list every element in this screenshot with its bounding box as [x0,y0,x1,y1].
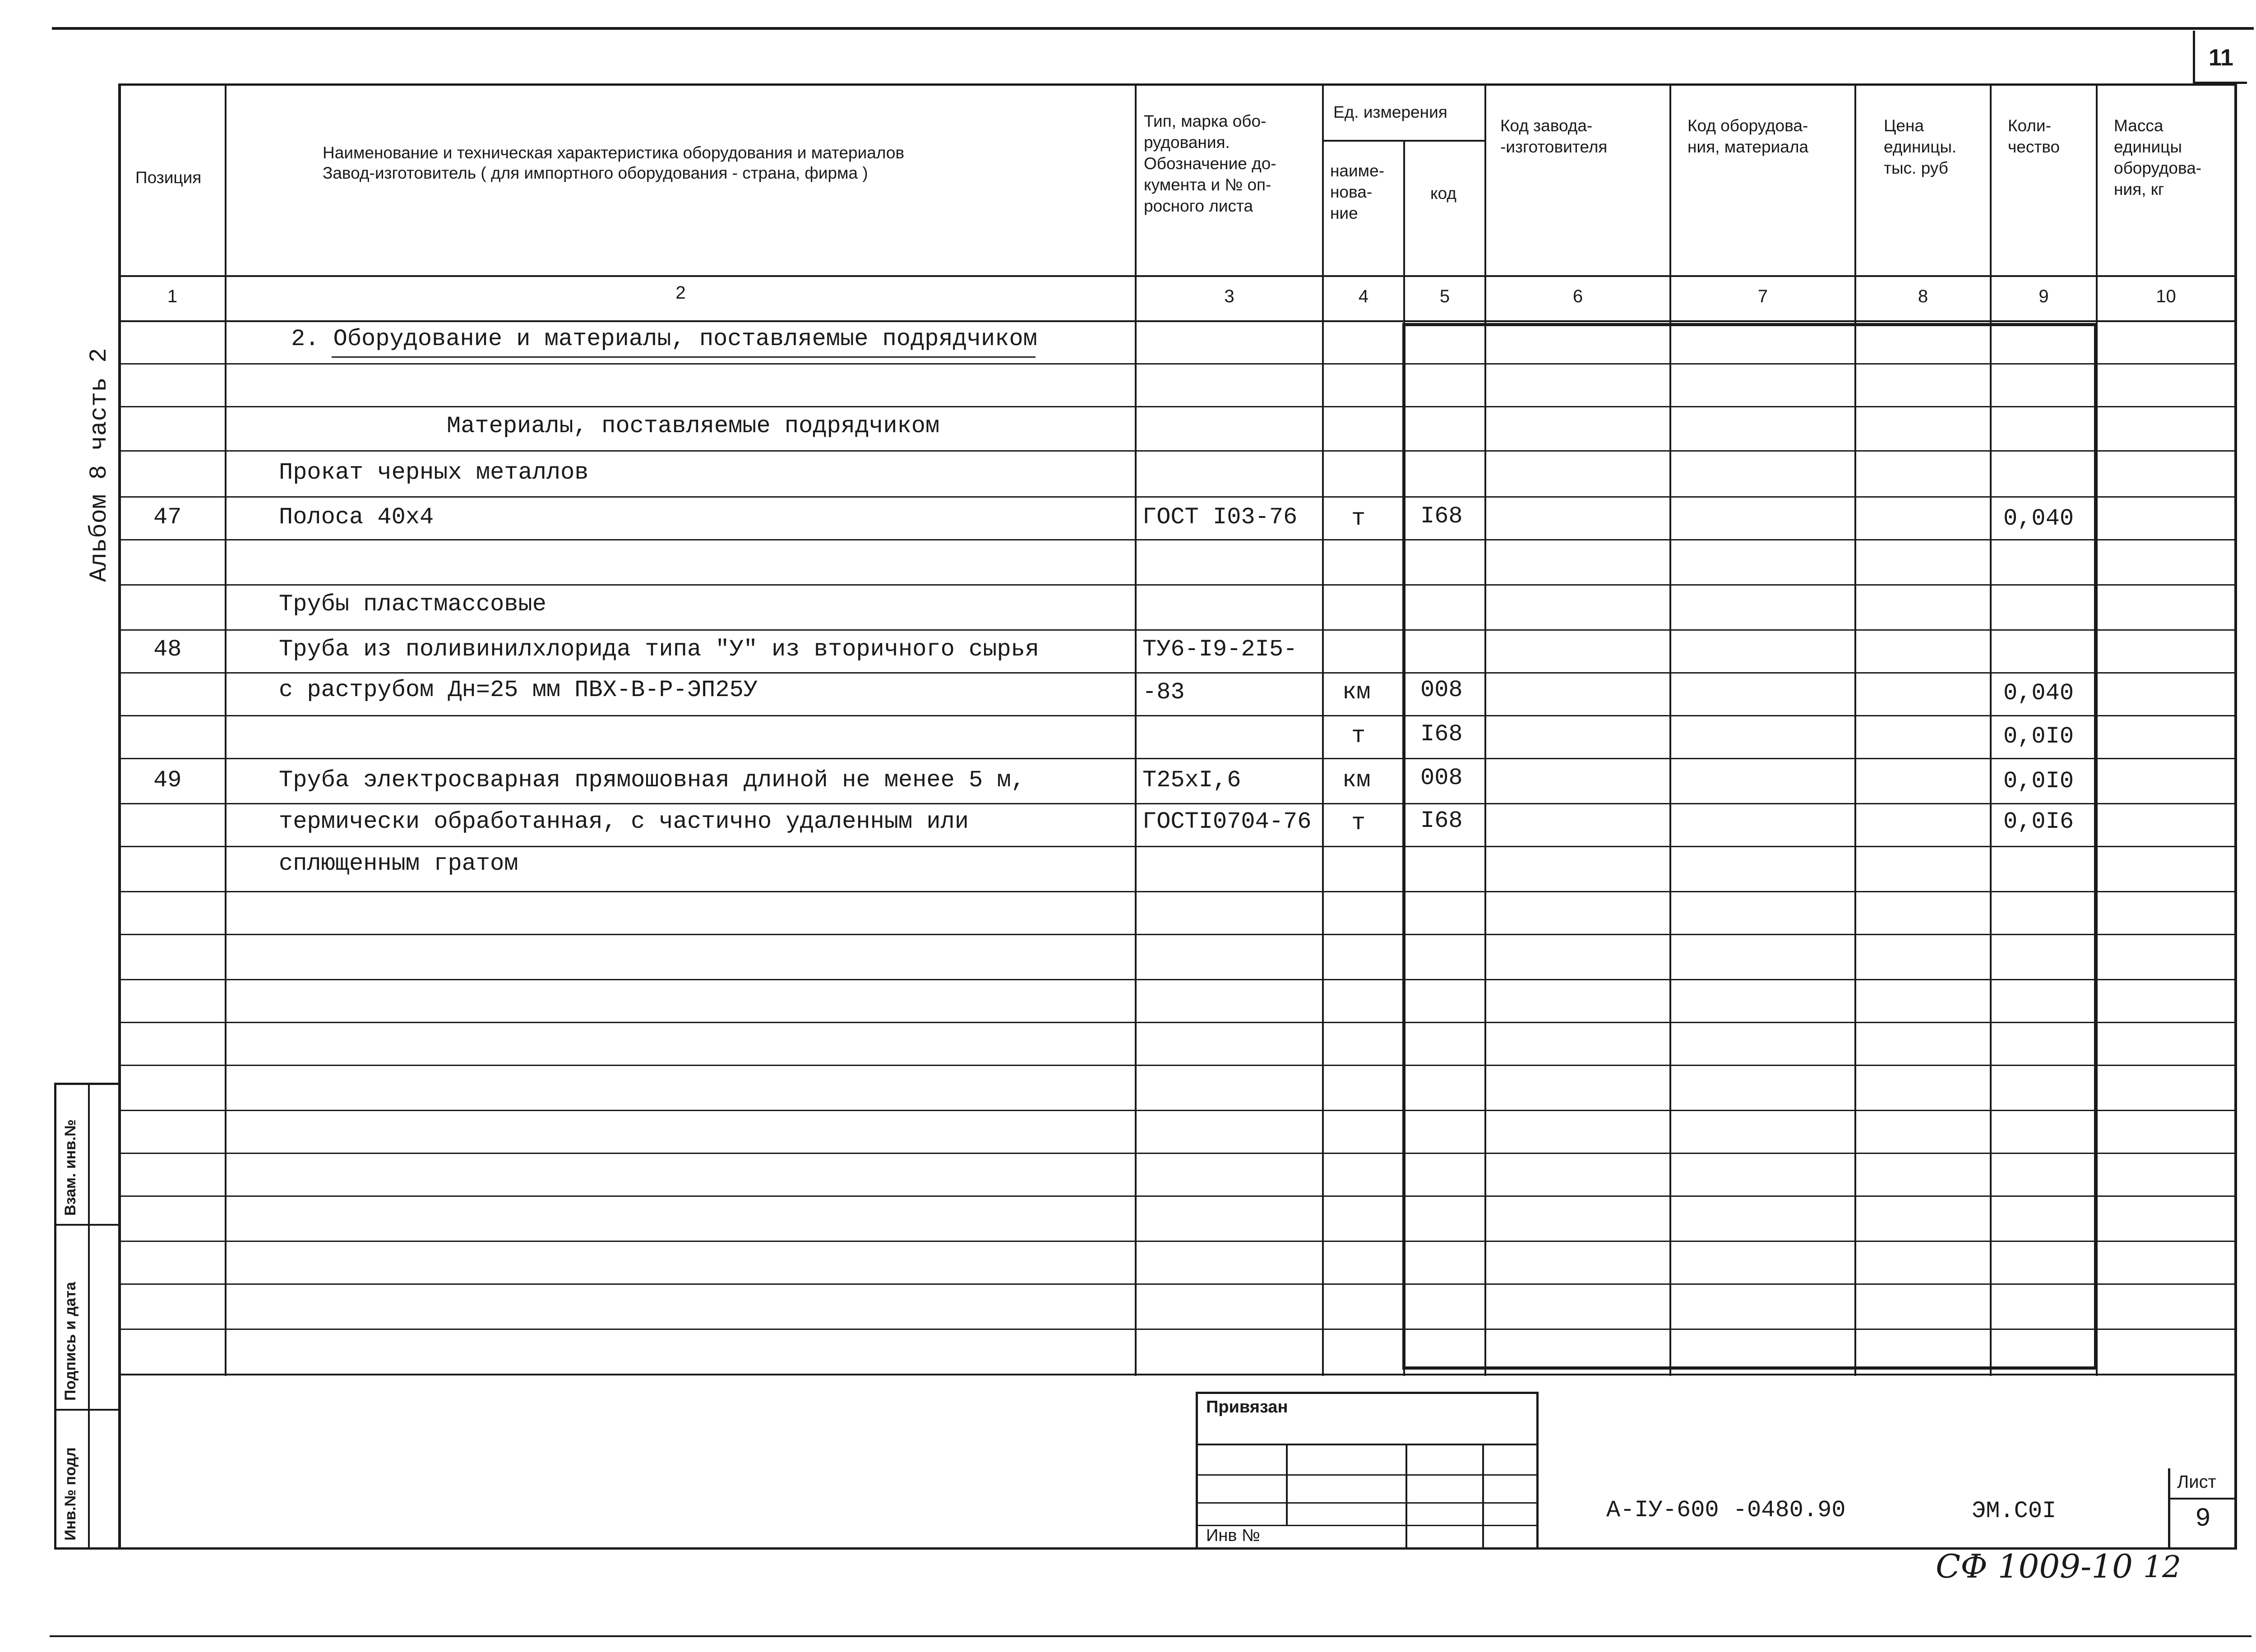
row-49c-name: сплющенным гратом [279,850,518,877]
stamp-h1 [1198,1444,1536,1445]
top-border-line [52,27,2254,30]
inv-label: Инв № [1206,1526,1260,1545]
row-line [118,758,2237,759]
row-48c-code: I68 [1420,721,1463,748]
header-price-l2: единицы. [1884,138,1957,156]
stamp-v2 [1405,1444,1407,1550]
row-line [118,1195,2237,1197]
table-top-line [118,83,2237,86]
row-line [118,1153,2237,1154]
stamp-signature-date: Подпись и дата [62,1282,79,1401]
stamp-replaces-inv: Взам. инв.№ [62,1119,79,1216]
row-line [118,891,2237,892]
row-line [118,1329,2237,1330]
row-48b-unit: км [1342,679,1371,706]
row-47-qty: 0,040 [2003,505,2074,532]
stamp-v1 [1286,1444,1288,1525]
stamp-inv-original: Инв.№ подл [62,1447,79,1541]
colnum-2: 2 [675,283,686,303]
document-code: А-IУ-600 -0480.90 [1606,1497,1846,1523]
row-49-unit: км [1342,767,1371,794]
row-line [118,1110,2237,1111]
row-48b-code: 008 [1420,677,1463,703]
stamp-divider [88,1085,90,1547]
colnum-3: 3 [1224,286,1234,306]
header-type-l3: Обозначение до- [1144,154,1276,173]
row-48b-name: с раструбом Дн=25 мм ПВХ-В-Р-ЭП25У [279,677,758,703]
col-line-1 [225,83,227,1376]
row-49b-qty: 0,0I6 [2003,808,2074,835]
header-quantity-l2: чество [2008,138,2060,156]
header-name-line1: Наименование и техническая характеристика оборудования и материалов [323,143,905,162]
row-line [118,629,2237,631]
stamp-divider-h1 [56,1224,120,1226]
row-49b-type: ГОСТI0704-76 [1142,808,1312,835]
row-49-pos: 49 [153,767,182,794]
row-49-type: Т25хI,6 [1142,767,1241,794]
document-mark: ЭМ.С0I [1972,1498,2057,1524]
stamp-divider-h2 [56,1409,120,1411]
sheet-box [2168,1468,2236,1550]
header-unit-name-l1: наиме- [1330,162,1385,180]
stamp-h3 [1198,1502,1536,1504]
stamp-v3 [1482,1444,1484,1550]
bound-stamp [1196,1392,1539,1550]
handwritten-page: 12 [2143,1550,2181,1584]
colnum-6: 6 [1572,286,1583,306]
row-49b-unit: т [1351,810,1366,836]
colnum-8: 8 [1918,286,1928,306]
row-line [118,846,2237,847]
row-line [118,1022,2237,1023]
header-plant-code-l2: -изготовителя [1500,138,1608,156]
header-units-group: Ед. измерения [1333,103,1447,121]
row-49-name: Труба электросварная прямошовная длиной не менее 5 м, [279,767,1025,794]
header-unit-code: код [1430,184,1456,203]
header-bottom-line [118,275,2237,277]
page-number-box [2193,31,2247,84]
header-position: Позиция [135,168,202,187]
bottom-frame-line [118,1547,2237,1550]
header-unit-name-l2: нова- [1330,183,1373,201]
side-stamp-panel [54,1083,121,1550]
colnum-5: 5 [1439,286,1450,306]
row-line [118,979,2237,980]
header-material-code-l1: Код оборудова- [1687,116,1808,135]
row-line [118,1374,2237,1375]
header-type-l1: Тип, марка обо- [1144,112,1267,130]
row-48c-qty: 0,0I0 [2003,723,2074,750]
group-title-rolled-metal: Прокат черных металлов [279,459,589,486]
row-line [118,539,2237,540]
colnum-7: 7 [1757,286,1768,306]
row-line [118,803,2237,804]
row-48b-qty: 0,040 [2003,680,2074,706]
header-price-l1: Цена [1884,116,1924,135]
colnum-10: 10 [2156,286,2176,306]
handwritten-code: СФ 1009-10 [1936,1547,2133,1585]
row-47-type: ГОСТ I03-76 [1142,504,1298,531]
row-49b-name: термически обработанная, с частично удаленным или [279,808,969,835]
row-48-type: ТУ6-I9-2I5- [1142,636,1298,663]
header-mass-l1: Масса [2114,116,2164,135]
header-mass-l3: оборудова- [2114,159,2202,177]
sheet-box-h [2170,1498,2236,1500]
row-48b-type: -83 [1142,679,1185,706]
row-line [118,1241,2237,1242]
sheet-label: Лист [2177,1472,2216,1492]
subsection-title: Материалы, поставляемые подрядчиком [447,413,940,439]
colnum-4: 4 [1358,286,1369,306]
row-line [118,584,2237,586]
col-line-3 [1322,83,1324,1376]
row-48-name: Труба из поливинилхлорида типа "У" из вторичного сырья [279,636,1040,663]
colnum-1: 1 [167,286,178,306]
row-49-qty: 0,0I0 [2003,768,2074,794]
sheet-number: 9 [2195,1504,2211,1534]
row-line [118,496,2237,498]
row-line [118,450,2237,452]
header-mass-l2: единицы [2114,138,2182,156]
colnum-bottom-line [118,320,2237,322]
header-type-l5: росного листа [1144,197,1253,215]
section-title: 2. Оборудование и материалы, поставляемые подрядчиком [291,326,1037,352]
header-material-code-l2: ния, материала [1687,138,1808,156]
header-quantity-l1: Коли- [2008,116,2051,135]
stamp-h2 [1198,1474,1536,1476]
row-47-code: I68 [1420,503,1463,530]
col-line-2 [1135,83,1137,1376]
header-name-line2: Завод-изготовитель ( для импортного оборудования - страна, фирма ) [323,164,868,182]
column-number-row [0,283,2256,314]
bound-label: Привязан [1206,1398,1288,1417]
side-album-title: Альбом 8 часть 2 [86,348,113,582]
row-line [118,363,2237,365]
row-line [118,934,2237,935]
row-line [118,406,2237,407]
row-line [118,672,2237,674]
row-47-name: Полоса 40х4 [279,504,434,531]
row-47-pos: 47 [153,504,182,531]
header-type-l4: кумента и № оп- [1144,175,1271,194]
header-type-l2: рудования. [1144,133,1230,152]
row-line [118,1283,2237,1285]
header-plant-code-l1: Код завода- [1500,116,1593,135]
header-mass-l4: ния, кг [2114,180,2164,198]
header-price-l3: тыс. руб [1884,159,1948,177]
colnum-9: 9 [2039,286,2049,306]
row-line [118,715,2237,716]
section-title-underline [332,356,1036,358]
row-48c-unit: т [1351,723,1366,749]
row-line [118,1065,2237,1066]
group-title-plastic-pipes: Трубы пластмассовые [279,591,546,618]
bottom-rule-line [50,1635,2251,1637]
page-number: 11 [2209,45,2233,71]
row-47-unit: т [1351,505,1366,532]
row-48-pos: 48 [153,636,182,663]
header-unit-name-l3: ние [1330,204,1358,222]
row-49b-code: I68 [1420,808,1463,834]
row-49-code: 008 [1420,765,1463,791]
